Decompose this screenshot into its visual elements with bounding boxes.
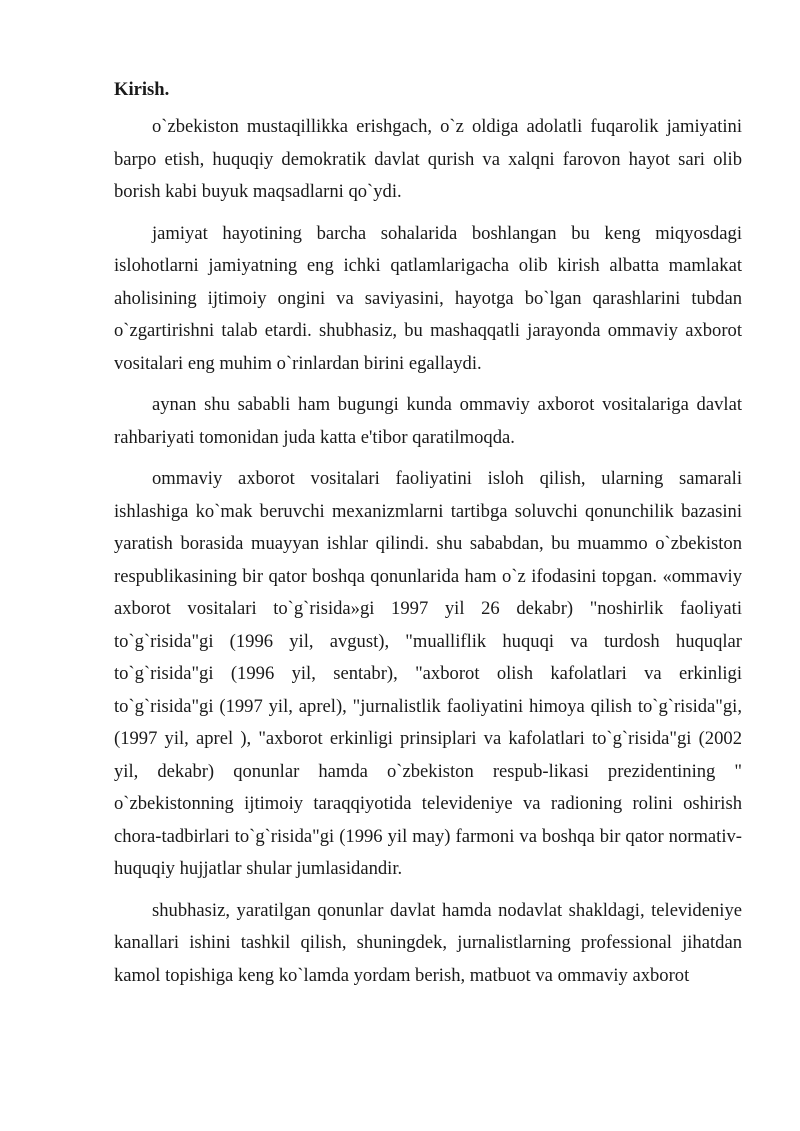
- section-heading: Kirish.: [114, 79, 170, 100]
- paragraph-3: aynan shu sababli ham bugungi kunda ommaviy axborot vositalariga davlat rahbariyati tomonidan juda katta e'tibor qaratilmoqda.: [114, 394, 742, 448]
- paragraph-5: shubhasiz, yaratilgan qonunlar davlat hamda nodavlat shakldagi, televideniye kanallari ishini tashkil qilish, shuningdek, jurnalistlarning professional jihatdan kamol topishiga keng ko`lamda yordam berish, matbuot va ommaviy axborot: [114, 899, 742, 986]
- paragraph-2: jamiyat hayotining barcha sohalarida boshlangan bu keng miqyosdagi islohotlarni jamiyatning eng ichki qatlamlarigacha olib kirish albatta mamlakat aholisining ijtimoiy ongini va saviyasini, hayotga bo`lgan qarashlarini tubdan o`zgartirishni talab etardi. shubhasiz, bu mashaqqatli jarayonda ommaviy axborot vositalari eng muhim o`rinlardan birini egallaydi.: [114, 222, 742, 374]
- paragraph-1: o`zbekiston mustaqillikka erishgach, o`z oldiga adolatli fuqarolik jamiyatini barpo etish, huquqiy demokratik davlat qurish va xalqni farovon hayot sari olib borish kabi buyuk maqsadlarni qo`ydi.: [114, 116, 742, 202]
- paragraph-4: ommaviy axborot vositalari faoliyatini isloh qilish, ularning samarali ishlashiga ko`mak beruvchi mexanizmlarni tartibga soluvchi qonunchilik bazasini yaratish borasida muayyan ishlar qilindi. shu sababdan, bu muammo o`zbekiston respublikasining bir qator boshqa qonunlarida ham o`z ifodasini topgan. «ommaviy axborot vositalari to`g`risida»gi 1997 yil 26 dekabr) "noshirlik faoliyati to`g`risida"gi (1996 yil, avgust), "mualliflik huquqi va turdosh huquqlar to`g`risida"gi (1996 yil, sentabr), "axborot olish kafolatlari va erkinligi to`g`risida"gi (1997 yil, aprel), "jurnalistlik faoliyatini himoya qilish to`g`risida"gi, (1997 yil, aprel ), "axborot erkinligi prinsiplari va kafolatlari to`g`risida"gi (2002 yil, dekabr) qonunlar hamda o`zbekiston respub-likasi prezidentining " o`zbekistonning ijtimoiy taraqqiyotida televideniye va radioning rolini oshirish chora-tadbirlari to`g`risida"gi (1996 yil may) farmoni va boshqa bir qator normativ-huquqiy hujjatlar shular jumlasidandir.: [114, 468, 742, 879]
- document-body: [114, 74, 742, 992]
